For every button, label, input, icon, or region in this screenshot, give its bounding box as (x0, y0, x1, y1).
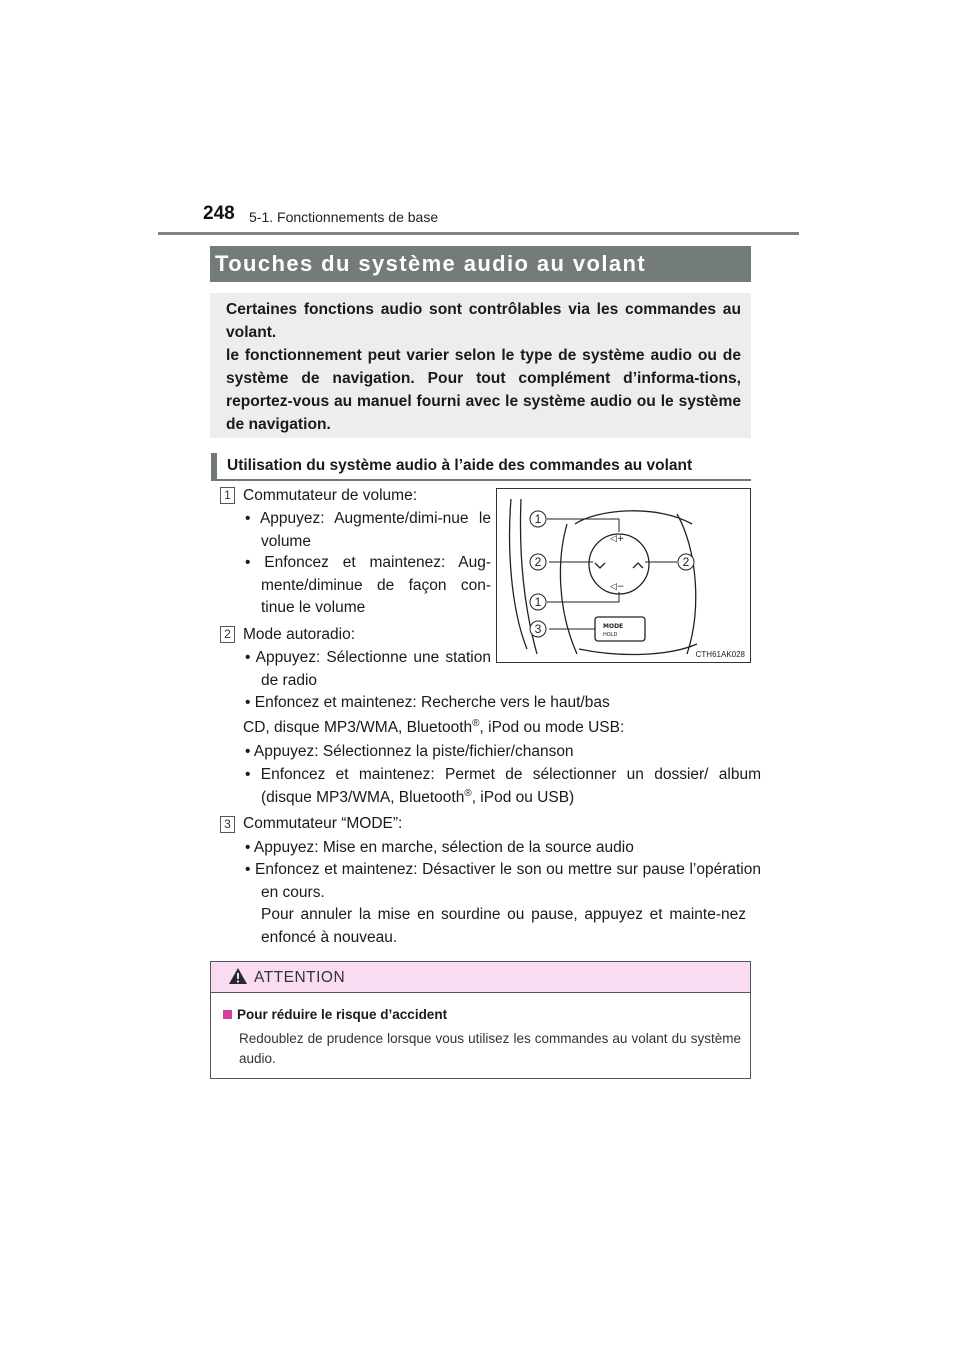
item-2-sub-bullet-2: • Enfoncez et maintenez: Permet de sélectionner un dossier/ album (disque MP3/WMA, Bluetooth®, iPod ou USB) (245, 766, 761, 806)
item-2-sub-bullet-1: • Appuyez: Sélectionnez la piste/fichier/chanson (245, 743, 574, 760)
subheading-bar (211, 453, 217, 479)
intro-line-1: Certaines fonctions audio sont contrôlables via les commandes au volant. (226, 301, 741, 341)
attention-header (211, 962, 750, 993)
item-3-note: Pour annuler la mise en sourdine ou pause, appuyez et mainte-nez enfoncé à nouveau. (261, 906, 746, 946)
callout-1-bottom: 1 (534, 595, 542, 609)
square-bullet-icon (223, 1010, 232, 1019)
steering-wheel-illustration (497, 489, 750, 662)
mode-button-label-1: MODE (603, 623, 624, 630)
subheading-text: Utilisation du système audio à l’aide des commandes au volant (227, 457, 693, 474)
page-title: Touches du système audio au volant (215, 251, 647, 276)
mode-button-label-2: HOLD (603, 632, 618, 638)
item-number-3: 3 (220, 816, 235, 833)
page-title-bar (210, 246, 751, 282)
attention-box (210, 961, 751, 1079)
steering-wheel-figure (496, 488, 751, 663)
intro-box (210, 293, 751, 438)
header-rule (158, 232, 799, 235)
item-2-bullet-1: • Appuyez: Sélectionne une station de radio (245, 649, 491, 689)
item-3-title: Commutateur “MODE”: (243, 815, 403, 832)
attention-label: ATTENTION (254, 969, 346, 986)
callout-2-left: 2 (534, 555, 542, 569)
callout-3: 3 (534, 622, 542, 636)
item-1-title: Commutateur de volume: (243, 487, 418, 504)
item-number-1: 1 (220, 487, 235, 504)
figure-code: CTH61AK028 (695, 650, 745, 659)
svg-text:◁−: ◁− (610, 582, 625, 592)
attention-heading: Pour réduire le risque d’accident (223, 1007, 447, 1022)
page-number: 248 (203, 203, 235, 224)
callout-2-right: 2 (682, 555, 690, 569)
svg-text:◁+: ◁+ (610, 534, 625, 544)
item-2-bullet-2: • Enfoncez et maintenez: Recherche vers le haut/bas (245, 694, 610, 711)
warning-icon (228, 967, 248, 985)
section-title: 5-1. Fonctionnements de base (249, 209, 439, 225)
subheading (211, 453, 751, 481)
item-1-bullet-1: • Appuyez: Augmente/dimi-nue le volume (245, 510, 491, 550)
item-number-2: 2 (220, 626, 235, 643)
intro-line-2: le fonctionnement peut varier selon le type de système audio ou de système de navigation. Pour tout complément d’informa-tions, reportez-vous au manuel fourni avec le système audio ou le système de navigation. (226, 347, 741, 433)
item-3-bullet-2: • Enfoncez et maintenez: Désactiver le son ou mettre sur pause l’opération en cours. (245, 861, 761, 901)
item-3-bullet-1: • Appuyez: Mise en marche, sélection de la source audio (245, 839, 634, 856)
attention-text: Redoublez de prudence lorsque vous utilisez les commandes au volant du système audio. (239, 1031, 741, 1066)
item-2-subtitle: CD, disque MP3/WMA, Bluetooth®, iPod ou mode USB: (243, 717, 625, 736)
item-1-bullet-2: • Enfoncez et maintenez: Aug-mente/diminue de façon con-tinue le volume (245, 554, 492, 616)
callout-1-top: 1 (534, 512, 542, 526)
item-2-title: Mode autoradio: (243, 626, 356, 643)
